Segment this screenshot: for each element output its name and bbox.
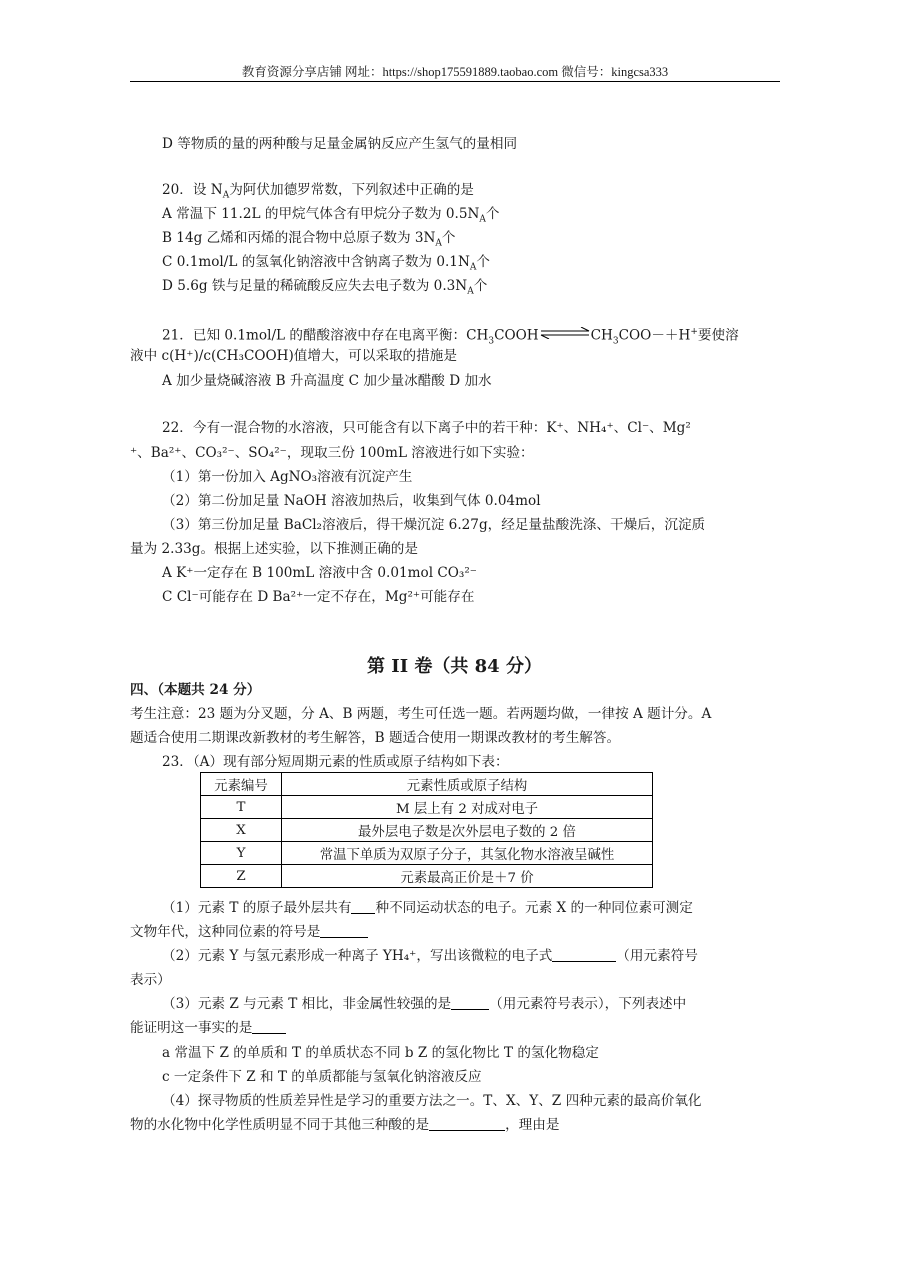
q22-step2: （2）第二份加足量 NaOH 溶液加热后，收集到气体 0.04mol [162,493,541,509]
q22-step1: （1）第一份加入 AgNO₃溶液有沉淀产生 [162,469,413,485]
q20-option-a: A 常温下 11.2L 的甲烷气体含有甲烷分子数为 $0.5N_A$个 [162,206,500,225]
table-row [201,865,653,888]
q23-part3-options-ab: a 常温下 Z 的单质和 T 的单质状态不同 b Z 的氢化物比 T 的氢化物稳定 [162,1045,599,1061]
exam-note-line2: 题适合使用二期课改新教材的考生解答，B 题适合使用一期课改教材的考生解答。 [130,730,621,746]
q22-stem-line2: ⁺、Ba²⁺、CO₃²⁻、SO₄²⁻，现取三份 100mL 溶液进行如下实验： [130,445,534,461]
header-divider [130,81,780,82]
q22-step3: （3）第三份加足量 BaCl₂溶液后，得干燥沉淀 6.27g，经足量盐酸洗涤、干燥后，沉淀质 [162,517,706,533]
table-row [201,796,653,819]
answer-blank[interactable] [252,1018,286,1034]
q19-option-d: D 等物质的量的两种酸与足量金属钠反应产生氢气的量相同 [162,136,518,152]
q22-options-ab: A K⁺一定存在 B 100mL 溶液中含 0.01mol CO₃²⁻ [162,565,477,581]
table-cell: 最外层电子数是次外层电子数的 2 倍 [282,819,653,842]
q23-part4-line2: 物的水化物中化学性质明显不同于其他三种酸的是 ，理由是 [130,1117,560,1133]
answer-blank[interactable] [451,994,489,1010]
table-cell: 常温下单质为双原子分子，其氢化物水溶液呈碱性 [282,842,653,865]
q23-part3-line1: （3）元素 Z 与元素 T 相比，非金属性较强的是 （用元素符号表示），下列表述中 [162,996,687,1012]
page-header: 教育资源分享店铺 网址：https://shop175591889.taobao.com 微信号：kingcsa333 [241,65,669,79]
q23-part1-line1: （1）元素 T 的原子最外层共有 种不同运动状态的电子。元素 X 的一种同位素可测定 [162,900,693,916]
table-cell: Y [201,842,282,865]
table-header-cell: 元素性质或原子结构 [282,773,653,796]
table-cell: M 层上有 2 对成对电子 [282,796,653,819]
q20-option-c: C 0.1mol/L 的氢氧化钠溶液中含钠离子数为 $0.1N_A$个 [162,254,490,273]
table-cell: X [201,819,282,842]
table-cell: Z [201,865,282,888]
exam-note-line1: 考生注意：23 题为分叉题，分 A、B 两题，考生可任选一题。若两题均做，一律按 A 题计分。A [130,706,712,722]
q20-option-b: B 14g 乙烯和丙烯的混合物中总原子数为 $3N_A$个 [162,230,456,249]
q23-part4-line1: （4）探寻物质的性质差异性是学习的重要方法之一。T、X、Y、Z 四种元素的最高价氧化 [162,1093,702,1109]
q23-part3-line2: 能证明这一事实的是 [130,1018,286,1038]
q23-part2-line2: 表示） [130,972,171,988]
table-row [201,819,653,842]
q23-part1-line2: 文物年代，这种同位素的符号是 [130,922,368,942]
table-header-row [201,773,653,796]
q23-intro: 23．（A）现有部分短周期元素的性质或原子结构如下表： [162,754,509,770]
q21-options: A 加少量烧碱溶液 B 升高温度 C 加少量冰醋酸 D 加水 [162,373,492,389]
answer-blank[interactable] [552,946,616,962]
answer-blank[interactable] [320,922,368,938]
part2-title: 第 II 卷（共 84 分） [367,656,542,677]
q20-stem: 20．设 $N_A$为阿伏加德罗常数，下列叙述中正确的是 [162,182,474,201]
q21-stem-line1: 21．已知 0.1mol/L 的醋酸溶液中存在电离平衡：$CH_3COOH$ $CH_3COO-+H^+$要使溶 [162,327,739,347]
q21-stem-line2: 液中 c(H⁺)/c(CH₃COOH)值增大，可以采取的措施是 [130,348,457,364]
q23-part3-option-c: c 一定条件下 Z 和 T 的单质都能与氢氧化钠溶液反应 [162,1069,482,1085]
q23-part2-line1: （2）元素 Y 与氢元素形成一种离子 YH₄⁺，写出该微粒的电子式 （用元素符号 [162,948,698,964]
table-cell: 元素最高正价是＋7 价 [282,865,653,888]
element-table [200,772,653,888]
q20-option-d: D 5.6g 铁与足量的稀硫酸反应失去电子数为 $0.3N_A$个 [162,278,488,297]
answer-blank[interactable] [351,898,375,914]
q22-stem-line1: 22．今有一混合物的水溶液，只可能含有以下离子中的若干种：K⁺、NH₄⁺、Cl⁻、Mg² [162,420,691,436]
q22-step3-cont: 量为 2.33g。根据上述实验，以下推测正确的是 [130,541,418,557]
table-cell: T [201,796,282,819]
answer-blank[interactable] [429,1115,505,1131]
table-header-cell: 元素编号 [201,773,282,796]
q22-options-cd: C Cl⁻可能存在 D Ba²⁺一定不存在，Mg²⁺可能存在 [162,589,475,605]
table-row [201,842,653,865]
equilibrium-arrow-icon [539,327,591,339]
section4-heading: 四、（本题共 24 分） [130,682,261,698]
